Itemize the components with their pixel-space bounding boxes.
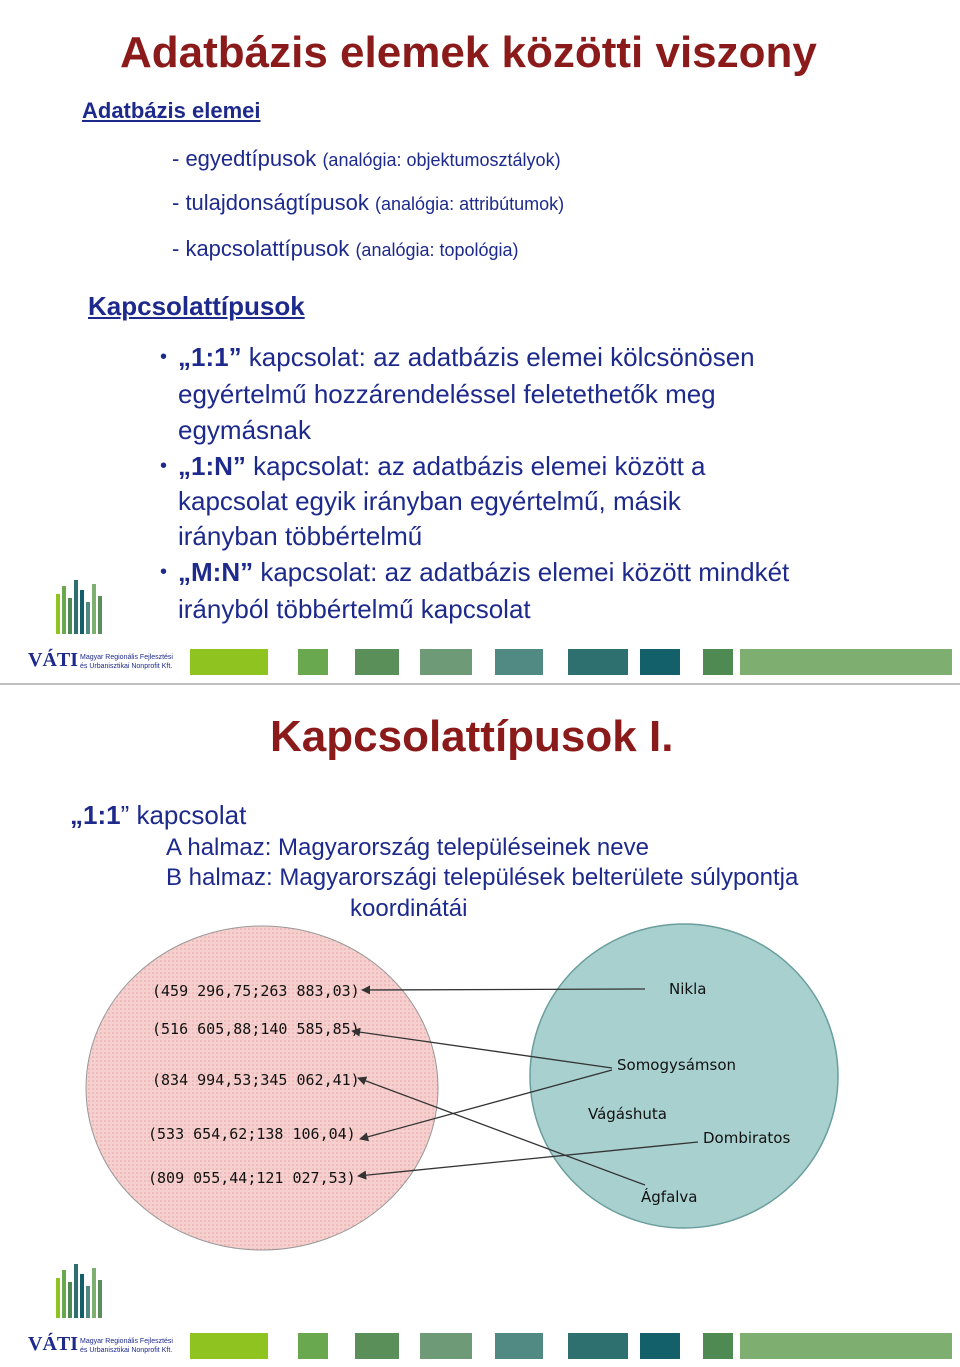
footer-strip-block [355,649,399,675]
coordinate-label: (809 055,44;121 027,53) [148,1169,356,1187]
set-b-description: B halmaz: Magyarországi települések belterülete súlypontja [166,864,799,891]
slide2-title: Kapcsolattípusok I. [270,712,674,761]
vati-logo: VÁTI [28,649,79,671]
footer-strip-block [568,649,628,675]
bullet-dot-icon: • [160,561,168,583]
settlement-label: Nikla [669,980,707,998]
element-line-egyedtipusok [172,146,561,172]
bullet-text-line: irányból többértelmű kapcsolat [178,594,531,624]
bar-cluster-logo-icon [50,1260,106,1320]
vati-logo-subtitle [80,1337,173,1355]
footer-strip-block [420,1333,472,1359]
element-line-kapcsolattipusok [172,236,519,262]
bullet-dot-icon: • [160,346,168,368]
footer-strip-block [640,1333,680,1359]
set-a-description: A halmaz: Magyarország településeinek neve [166,834,649,861]
vati-logo: VÁTI [28,1333,79,1355]
footer-strip-block [298,649,328,675]
element-main: - kapcsolattípusok [172,236,350,261]
bullet-text: kapcsolat: az adatbázis elemei között a [245,451,706,481]
footer-strip-block [420,649,472,675]
section-heading-kapcsolattipusok[interactable]: Kapcsolattípusok [88,291,305,321]
footer-strip-block [495,649,543,675]
set-b-circle [530,924,838,1228]
subtitle-text: ” kapcsolat [120,800,247,830]
footer-strip-block [640,649,680,675]
bullet-dot-icon: • [160,455,168,477]
set-b-description-cont: koordinátái [350,895,468,922]
element-main: - tulajdonságtípusok [172,190,369,215]
vati-sub-line: Magyar Regionális Fejlesztési [80,654,173,661]
footer-strip-block [190,649,268,675]
vati-sub-line: Magyar Regionális Fejlesztési [80,1338,173,1345]
slide-separator [0,683,960,685]
bar-cluster-logo-icon [50,576,106,636]
mapping-diagram [0,920,960,1260]
element-main: - egyedtípusok [172,146,317,171]
coordinate-label: (834 994,53;345 062,41) [152,1071,360,1089]
footer-strip-block [703,1333,733,1359]
bullet-text-line: kapcsolat egyik irányban egyértelmű, másik [178,486,681,516]
bullet-key: „1:N” [178,451,246,481]
element-line-tulajdonsagtipusok [172,190,564,216]
footer-strip-block [298,1333,328,1359]
vati-sub-line: és Urbanisztikai Nonprofit Kft. [80,663,173,670]
slide1-title: Adatbázis elemek közötti viszony [120,28,817,77]
element-note: (analógia: attribútumok) [375,194,565,214]
bullet-list [160,340,920,640]
settlement-label: Vágáshuta [588,1105,667,1123]
settlement-label: Ágfalva [641,1188,698,1206]
coordinate-label: (533 654,62;138 106,04) [148,1125,356,1143]
coordinate-label: (516 605,88;140 585,85) [152,1020,360,1038]
bullet-text: kapcsolat: az adatbázis elemei között mindkét [253,557,790,587]
bullet-text-line: egyértelmű hozzárendeléssel feletethetők meg [178,379,716,409]
settlement-label: Somogysámson [617,1056,737,1074]
footer-strip-block [703,649,733,675]
section-heading-adatbazis-elemei[interactable]: Adatbázis elemei [82,98,261,123]
vati-sub-line: és Urbanisztikai Nonprofit Kft. [80,1347,173,1354]
settlement-label: Dombiratos [703,1129,791,1147]
subtitle-key: „1:1 [70,800,121,830]
element-note: (analógia: objektumosztályok) [322,150,561,170]
footer-strip-block [568,1333,628,1359]
bullet-text-line: egymásnak [178,415,311,445]
footer-strip-block [740,649,952,675]
slide2-subtitle [70,800,246,831]
footer-strip-block [190,1333,268,1359]
vati-logo-subtitle [80,653,173,671]
bullet-text-line: irányban többértelmű [178,521,423,551]
footer-strip-block [495,1333,543,1359]
element-note: (analógia: topológia) [355,240,519,260]
footer-strip-block [740,1333,952,1359]
bullet-key: „1:1” [178,342,242,372]
coordinate-label: (459 296,75;263 883,03) [152,982,360,1000]
footer-strip-block [355,1333,399,1359]
bullet-text: kapcsolat: az adatbázis elemei kölcsönösen [241,342,755,372]
bullet-key: „M:N” [178,557,254,587]
